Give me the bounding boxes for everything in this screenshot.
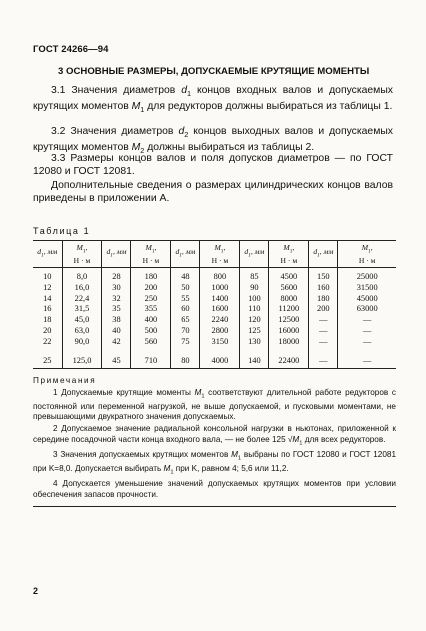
notes-block — [33, 376, 396, 507]
table-cell: — — [309, 337, 338, 348]
table-cell: — — [338, 326, 396, 337]
table-header-cell: $d_1$, мм — [171, 241, 200, 268]
table-cell: 200 — [309, 304, 338, 315]
table-cell: 1600 — [200, 304, 240, 315]
table-header-row — [33, 241, 396, 268]
table-cell: 45,0 — [62, 315, 102, 326]
table-cell: 560 — [131, 337, 171, 348]
table-row — [33, 326, 396, 337]
table-cell: 1000 — [200, 283, 240, 294]
table-header-cell: $M_1$, Н · м — [200, 241, 240, 268]
table-cell: 25000 — [338, 268, 396, 283]
table-cell: 2240 — [200, 315, 240, 326]
table-gap-row — [33, 348, 396, 356]
table-cell: 180 — [131, 268, 171, 283]
table-cell: 16,0 — [62, 283, 102, 294]
table-cell: 30 — [102, 283, 131, 294]
table-cell: 18000 — [269, 337, 309, 348]
section-title: 3 ОСНОВНЫЕ РАЗМЕРЫ, ДОПУСКАЕМЫЕ КРУТЯЩИЕ МОМЕНТЫ — [58, 66, 370, 77]
table-cell: 400 — [131, 315, 171, 326]
note-4: 4 Допускается уменьшение значений допускаемых крутящих моментов при условии обеспечения запасов прочности. — [33, 479, 396, 499]
table-header-cell: $d_1$, мм — [33, 241, 62, 268]
page-number: 2 — [33, 586, 39, 596]
table-cell: 150 — [309, 268, 338, 283]
table-caption: Таблица 1 — [33, 226, 91, 236]
table-cell: — — [338, 315, 396, 326]
table-cell: — — [338, 356, 396, 369]
table-cell: 35 — [102, 304, 131, 315]
table-cell: 125 — [240, 326, 269, 337]
table-cell: 8,0 — [62, 268, 102, 283]
table-cell: 200 — [131, 283, 171, 294]
table-row — [33, 356, 396, 369]
table-cell: 45 — [102, 356, 131, 369]
table-cell: 90,0 — [62, 337, 102, 348]
table-cell — [102, 348, 131, 356]
table-row — [33, 337, 396, 348]
table-cell: 800 — [200, 268, 240, 283]
table-cell: 3150 — [200, 337, 240, 348]
table-cell: 50 — [171, 283, 200, 294]
table-cell: 63,0 — [62, 326, 102, 337]
paragraph-3-3: 3.3 Размеры концов валов и поля допусков диаметров — по ГОСТ 12080 и ГОСТ 12081. — [33, 153, 393, 178]
table-cell: 11200 — [269, 304, 309, 315]
table-cell: 70 — [171, 326, 200, 337]
table-cell: 110 — [240, 304, 269, 315]
table-cell: 16 — [43, 304, 52, 314]
table-cell: 12500 — [269, 315, 309, 326]
table-cell: 120 — [240, 315, 269, 326]
table-cell: 38 — [102, 315, 131, 326]
table-cell — [200, 348, 240, 356]
table-header-cell: $M_1$, Н · м — [338, 241, 396, 268]
table-cell: 63000 — [338, 304, 396, 315]
table-cell: 4000 — [200, 356, 240, 369]
table-cell — [62, 348, 102, 356]
paragraph-additional: Дополнительные сведения о размерах цилиндрических концов валов приведены в приложении А. — [33, 180, 393, 205]
table-cell: 125,0 — [62, 356, 102, 369]
table-cell: 710 — [131, 356, 171, 369]
table-header-cell: $M_1$, Н · м — [131, 241, 171, 268]
note-2: 2 Допускаемое значение радиальной консольной нагрузки в ньютонах, приложенной к середине посадочной части конца входного вала, — не более 125 $√M_1$ для всех редукторов. — [33, 424, 396, 447]
table-cell: 85 — [240, 268, 269, 283]
table-cell: 250 — [131, 294, 171, 305]
data-table — [33, 240, 396, 369]
table-cell: 90 — [240, 283, 269, 294]
table-cell: 22 — [43, 336, 52, 346]
table-cell: 4500 — [269, 268, 309, 283]
table-cell: 60 — [171, 304, 200, 315]
table-header-cell: $d_1$, мм — [240, 241, 269, 268]
note-1: 1 Допускаемые крутящие моменты $M_1$ соответствуют длительной работе редукторов с постоянной или переменной нагрузкой, не выше допускаемой, и пусковыми моментами, не превышающими двукратного значения допускаемых. — [33, 387, 397, 422]
table-row — [33, 315, 396, 326]
table-cell — [171, 348, 200, 356]
table-cell: 10 — [43, 272, 52, 281]
table-cell: 31500 — [338, 283, 396, 294]
table-cell: 48 — [171, 268, 200, 283]
table-cell: 42 — [102, 337, 131, 348]
note-3: 3 Значения допускаемых крутящих моментов $M_1$ выбраны по ГОСТ 12080 и ГОСТ 12081 при K=8,0. Допускается выбирать $M_1$ при K, равном 4; 5,6 или 11,2. — [33, 449, 396, 476]
table-cell: 32 — [102, 294, 131, 305]
table-cell: — — [309, 326, 338, 337]
table-cell: 16000 — [269, 326, 309, 337]
table-cell: 25 — [33, 356, 62, 369]
table-cell: 160 — [309, 283, 338, 294]
table-cell — [240, 348, 269, 356]
table-cell: 65 — [171, 315, 200, 326]
table-cell — [338, 348, 396, 356]
table-cell: 75 — [171, 337, 200, 348]
table-cell: 500 — [131, 326, 171, 337]
table-cell: 140 — [240, 356, 269, 369]
document-header: ГОСТ 24266—94 — [33, 44, 109, 55]
table-cell: — — [309, 356, 338, 369]
table-row — [33, 268, 396, 283]
table-cell: 355 — [131, 304, 171, 315]
table-row — [33, 283, 396, 294]
table-cell — [269, 348, 309, 356]
table-cell: 55 — [171, 294, 200, 305]
table-cell: 40 — [102, 326, 131, 337]
table-cell: 180 — [309, 294, 338, 305]
table-cell: 22400 — [269, 356, 309, 369]
table-cell: 14 — [43, 293, 52, 303]
table-header-cell: $d_1$, мм — [102, 241, 131, 268]
table-cell: 80 — [171, 356, 200, 369]
table-cell: 8000 — [269, 294, 309, 305]
table-row — [33, 304, 396, 315]
notes-title: Примечания — [33, 376, 97, 385]
paragraph-3-1: 3.1 Значения диаметров $d_1$ концов входных валов и допускаемых крутящих моментов $M_1$ для редукторов должны выбираться из таблицы 1. — [33, 85, 393, 115]
table-cell — [131, 348, 171, 356]
table-header-cell: $d_1$, мм — [309, 241, 338, 268]
table-header-cell: $M_1$, Н · м — [62, 241, 102, 268]
table-cell: 28 — [102, 268, 131, 283]
table-cell: 2800 — [200, 326, 240, 337]
table-cell: — — [338, 337, 396, 348]
table-cell: 5600 — [269, 283, 309, 294]
table-cell: 130 — [240, 337, 269, 348]
table-cell: 18 — [43, 315, 52, 325]
table-cell: 31,5 — [62, 304, 102, 315]
table-cell: 12 — [43, 282, 52, 292]
table-cell — [309, 348, 338, 356]
table-cell: 22,4 — [62, 294, 102, 305]
table-cell: 45000 — [338, 294, 396, 305]
table-cell: — — [309, 315, 338, 326]
table-cell: 1400 — [200, 294, 240, 305]
table-header-cell: $M_1$, Н · м — [269, 241, 309, 268]
table-row — [33, 294, 396, 305]
table-cell: 100 — [240, 294, 269, 305]
table-cell — [33, 348, 62, 356]
paragraph-3-2: 3.2 Значения диаметров $d_2$ концов выходных валов и допускаемых крутящих моментов $M_2$ должны выбираться из таблицы 2. — [33, 126, 393, 156]
table-cell: 20 — [43, 325, 52, 335]
